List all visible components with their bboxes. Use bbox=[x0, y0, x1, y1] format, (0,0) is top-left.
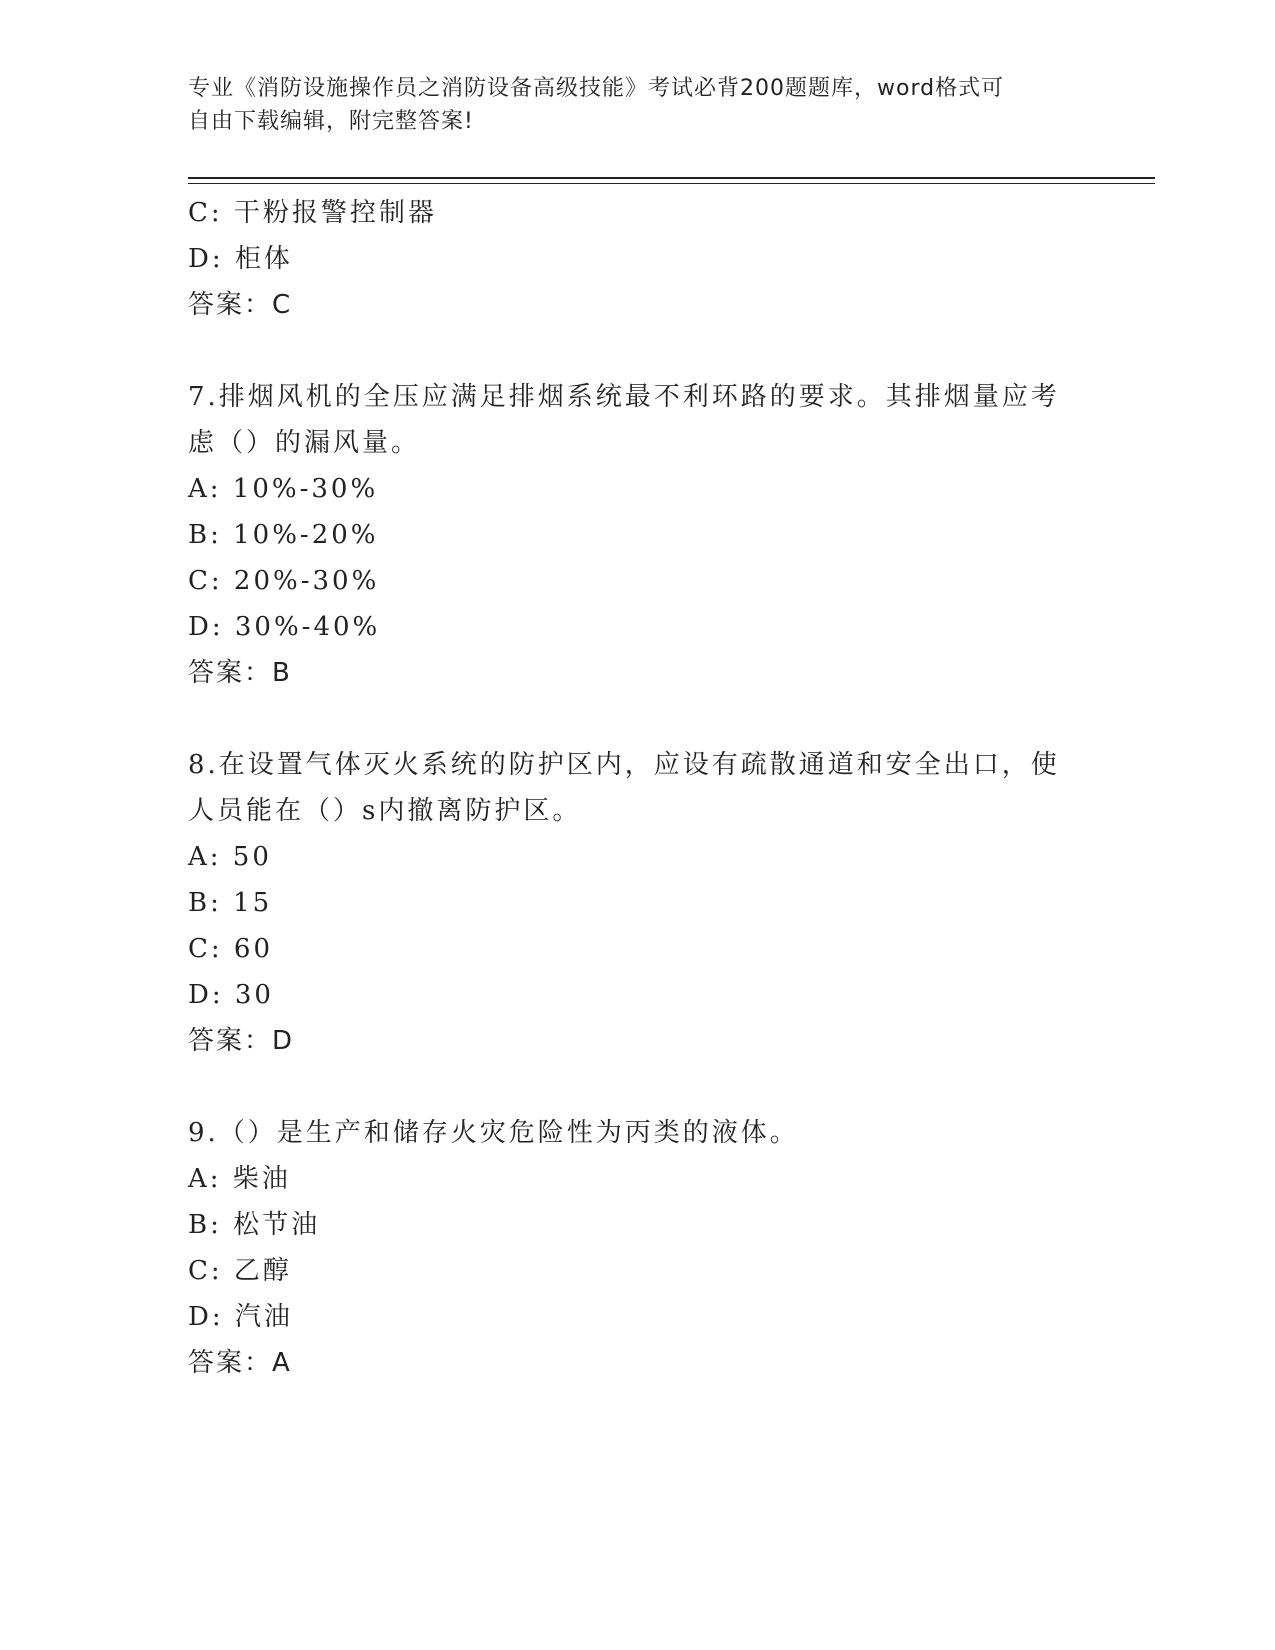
option-d: D: 30%-40% bbox=[188, 612, 381, 642]
question-7 bbox=[188, 374, 1088, 696]
document-header bbox=[188, 72, 1068, 138]
option-d: D: 柜体 bbox=[188, 244, 293, 274]
option-d: D: 30 bbox=[188, 980, 274, 1010]
answer-line: 答案：C bbox=[188, 290, 293, 320]
question-9 bbox=[188, 1110, 1088, 1386]
header-title-line-1: 专业《消防设施操作员之消防设备高级技能》考试必背200题题库，word格式可 bbox=[188, 76, 1005, 101]
question-stem-line: 8.在设置气体灭火系统的防护区内，应设有疏散通道和安全出口，使 bbox=[188, 750, 1060, 780]
header-divider-thin bbox=[188, 183, 1155, 184]
question-stem-line: 人员能在（）s内撤离防护区。 bbox=[188, 796, 582, 826]
spacer bbox=[188, 696, 1088, 742]
question-list bbox=[188, 190, 1088, 1386]
option-c: C: 干粉报警控制器 bbox=[188, 198, 437, 228]
option-b: B: 松节油 bbox=[188, 1210, 321, 1240]
question-8 bbox=[188, 742, 1088, 1064]
option-b: B: 15 bbox=[188, 888, 273, 918]
answer-line: 答案：A bbox=[188, 1348, 292, 1378]
question-stem-line: 虑（）的漏风量。 bbox=[188, 428, 421, 458]
question-stem-line: 7.排烟风机的全压应满足排烟系统最不利环路的要求。其排烟量应考 bbox=[188, 382, 1060, 412]
option-a: A: 50 bbox=[188, 842, 272, 872]
question-6-tail bbox=[188, 190, 1088, 328]
option-d: D: 汽油 bbox=[188, 1302, 293, 1332]
option-c: C: 20%-30% bbox=[188, 566, 380, 596]
option-c: C: 乙醇 bbox=[188, 1256, 292, 1286]
spacer bbox=[188, 1064, 1088, 1110]
option-b: B: 10%-20% bbox=[188, 520, 379, 550]
question-stem-line: 9.（）是生产和储存火灾危险性为丙类的液体。 bbox=[188, 1118, 799, 1148]
answer-line: 答案：D bbox=[188, 1026, 295, 1056]
answer-line: 答案：B bbox=[188, 658, 292, 688]
spacer bbox=[188, 328, 1088, 374]
option-a: A: 柴油 bbox=[188, 1164, 291, 1194]
header-title-line-2: 自由下载编辑，附完整答案! bbox=[188, 109, 474, 134]
option-a: A: 10%-30% bbox=[188, 474, 379, 504]
header-divider-thick bbox=[188, 177, 1155, 179]
option-c: C: 60 bbox=[188, 934, 274, 964]
